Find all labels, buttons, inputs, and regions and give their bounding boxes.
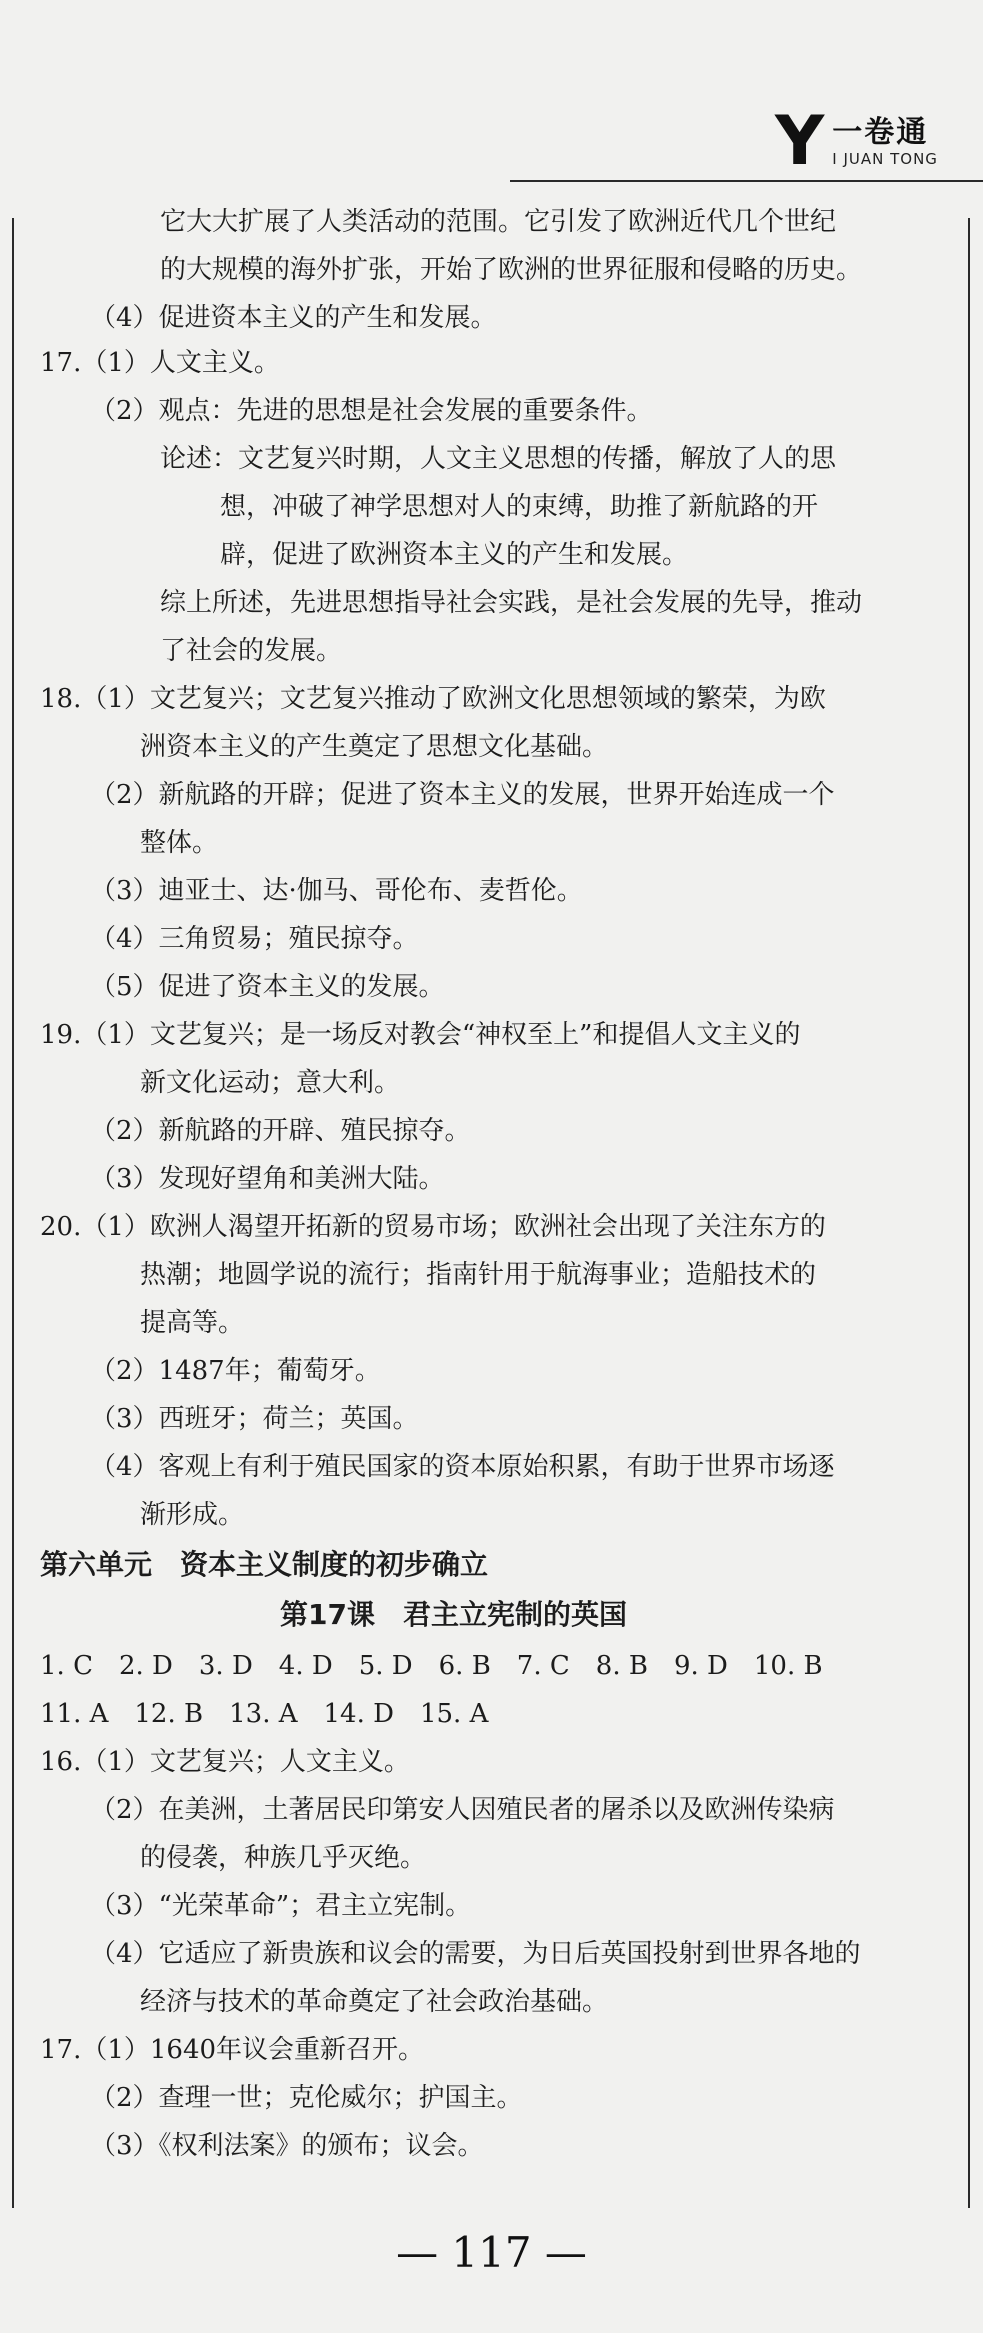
answer-line: （3）迪亚士、达·伽马、哥伦布、麦哲伦。 xyxy=(90,876,583,906)
answer-line: 整体。 xyxy=(140,828,219,858)
answer-line: （4）它适应了新贵族和议会的需要，为日后英国投射到世界各地的 xyxy=(90,1939,861,1969)
answer-line: 的侵袭，种族几乎灭绝。 xyxy=(140,1843,427,1873)
logo-chinese: 一卷通 xyxy=(832,115,929,150)
answer-line: 17.（1）1640年议会重新召开。 xyxy=(40,2035,425,2065)
answer-line: 它大大扩展了人类活动的范围。它引发了欧洲近代几个世纪 xyxy=(160,207,837,237)
answer-line: （2）查理一世；克伦威尔；护国主。 xyxy=(90,2083,523,2113)
logo-letter: Y xyxy=(775,102,825,181)
answer-line: （4）三角贸易；殖民掠夺。 xyxy=(90,924,419,954)
page-number: — 117 — xyxy=(396,2228,587,2277)
answer-line: 20.（1）欧洲人渴望开拓新的贸易市场；欧洲社会出现了关注东方的 xyxy=(40,1212,826,1242)
answer-line: 综上所述，先进思想指导社会实践，是社会发展的先导，推动 xyxy=(160,588,863,618)
section-heading: 第六单元 资本主义制度的初步确立 xyxy=(40,1548,489,1581)
section-heading: 第17课 君主立宪制的英国 xyxy=(280,1598,627,1631)
left-margin-line xyxy=(12,218,14,2208)
answer-line: （4）客观上有利于殖民国家的资本原始积累，有助于世界市场逐 xyxy=(90,1452,835,1482)
answer-line: 洲资本主义的产生奠定了思想文化基础。 xyxy=(140,732,609,762)
answer-line: 18.（1）文艺复兴；文艺复兴推动了欧洲文化思想领域的繁荣，为欧 xyxy=(40,684,826,714)
answer-line: 19.（1）文艺复兴；是一场反对教会“神权至上”和提倡人文主义的 xyxy=(40,1020,801,1050)
answer-line: 17.（1）人文主义。 xyxy=(40,348,280,378)
answer-line: （2）1487年；葡萄牙。 xyxy=(90,1356,381,1386)
header-rule xyxy=(510,180,983,182)
right-margin-line xyxy=(968,218,970,2208)
answer-line: 16.（1）文艺复兴；人文主义。 xyxy=(40,1747,410,1777)
answer-line: （3）西班牙；荷兰；英国。 xyxy=(90,1404,419,1434)
brand-logo xyxy=(775,102,938,181)
answer-line: 经济与技术的革命奠定了社会政治基础。 xyxy=(140,1987,609,2017)
answer-line: （4）促进资本主义的产生和发展。 xyxy=(90,303,497,333)
answer-line: 了社会的发展。 xyxy=(160,636,343,666)
answer-line: （2）新航路的开辟；促进了资本主义的发展，世界开始连成一个 xyxy=(90,780,835,810)
answer-line: 1. C 2. D 3. D 4. D 5. D 6. B 7. C 8. B 9. D 10. B xyxy=(40,1651,823,1681)
answer-line: 新文化运动；意大利。 xyxy=(140,1068,401,1098)
logo-english: I JUAN TONG xyxy=(832,150,938,168)
answer-line: （5）促进了资本主义的发展。 xyxy=(90,972,445,1002)
answer-line: 11. A 12. B 13. A 14. D 15. A xyxy=(40,1699,489,1729)
answer-line: 热潮；地圆学说的流行；指南针用于航海事业；造船技术的 xyxy=(140,1260,817,1290)
answer-line: （3）《权利法案》的颁布；议会。 xyxy=(90,2131,484,2161)
answer-line: 提高等。 xyxy=(140,1308,245,1338)
answer-line: （3）“光荣革命”；君主立宪制。 xyxy=(90,1891,472,1921)
answer-line: （3）发现好望角和美洲大陆。 xyxy=(90,1164,445,1194)
answer-line: 论述：文艺复兴时期，人文主义思想的传播，解放了人的思 xyxy=(160,444,837,474)
answer-line: 辟，促进了欧洲资本主义的产生和发展。 xyxy=(220,540,689,570)
answer-line: （2）在美洲，土著居民印第安人因殖民者的屠杀以及欧洲传染病 xyxy=(90,1795,835,1825)
answer-line: 的大规模的海外扩张，开始了欧洲的世界征服和侵略的历史。 xyxy=(160,255,863,285)
answer-line: （2）新航路的开辟、殖民掠夺。 xyxy=(90,1116,471,1146)
logo-text xyxy=(832,116,938,168)
answer-line: （2）观点：先进的思想是社会发展的重要条件。 xyxy=(90,396,653,426)
answer-line: 想，冲破了神学思想对人的束缚，助推了新航路的开 xyxy=(220,492,819,522)
answer-line: 渐形成。 xyxy=(140,1500,245,1530)
